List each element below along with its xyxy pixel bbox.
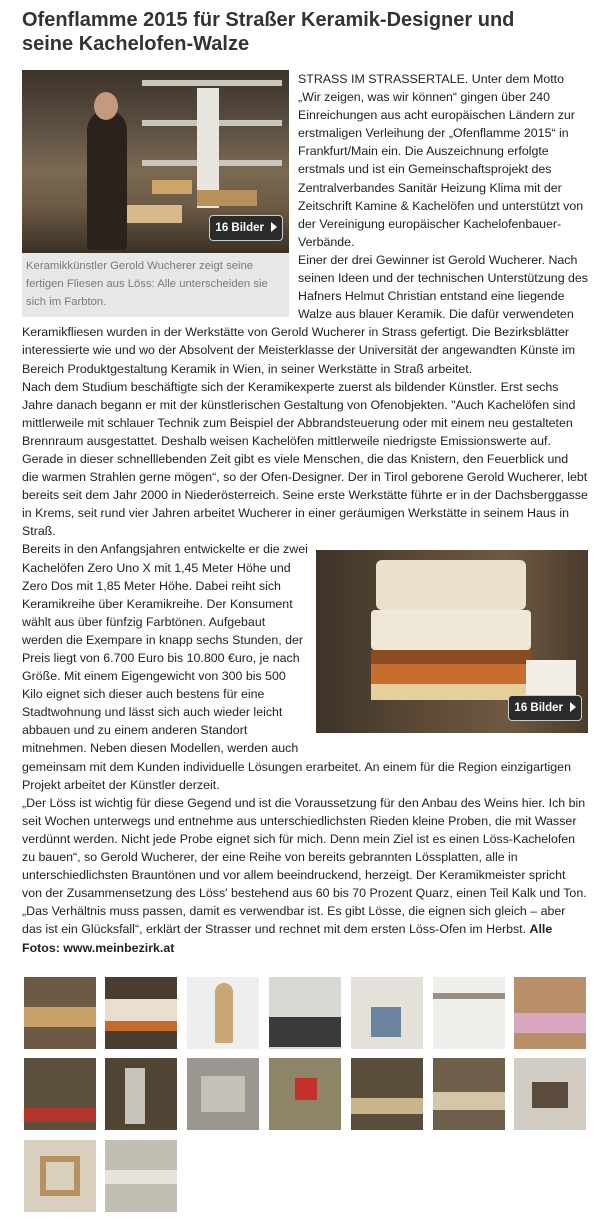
thumb-workshop-5[interactable] (433, 1058, 505, 1130)
paragraph-2: Einer der drei Gewinner ist Gerold Wucherer. Nach seinen Ideen und der technischen Unterstützung des Hafners Helmut Christian entstand eine liegende Walze aus blauer Keramik. Die dafür verwendeten Keramikfliesen wurden in der Werkstätte von Gerold Wucherer in Strass gefertigt. Die Bezirksblätter interessierte wie und wo der Absolvent der Meisterklasse der Universität der angewandten Künste im Bereich Produktgestaltung Keramik in Wien, in seiner Werkstätte in Straß arbeitet. (22, 252, 589, 376)
thumb-tile-sample[interactable] (187, 1058, 259, 1130)
thumb-workshop-4[interactable] (351, 1058, 423, 1130)
paragraph-1: STRASS IM STRASSERTALE. Unter dem Motto „Wir zeigen, was wir können“ gingen über 240 Einreichungen aus acht europäischen Ländern zur erstmaligen Verleihung der „Ofenflamme 2015“ in Frankfurt/Main ein. Die Auszeichnung erfolgte erstmals und ist ein Gemeinschaftsprojekt des Zentralverbandes Sanitär Heizung Klima mit der Zeitschrift Kamine & Kachelöfen und unterstützt von der Vereinigung europäischer Kachelofenbauer-Verbände. (298, 72, 584, 249)
thumb-tile-oven[interactable] (269, 1058, 341, 1130)
photo-caption: Keramikkünstler Gerold Wucherer zeigt seine fertigen Fliesen aus Löss: Alle unterscheiden sie sich im Farbton. (26, 260, 268, 308)
thumb-exhibition[interactable] (351, 977, 423, 1049)
photo-credit: Alle Fotos: www.meinbezirk.at (22, 922, 553, 955)
thumb-award-ceremony[interactable] (269, 977, 341, 1049)
thumb-tiles-table[interactable] (514, 1058, 586, 1130)
photo-workshop[interactable] (22, 70, 289, 253)
gallery-button-2[interactable]: 16 Bilder (508, 695, 582, 721)
paragraph-4: Bereits in den Anfangsjahren entwickelte er die zwei Kachelöfen Zero Uno X mit 1,45 Meter Höhe und Zero Dos mit 1,85 Meter Höhe. Dabei reiht sich Keramikreihe über Keramikreihe. Der Konsument wählt aus über fünfzig Farbtönen. Aufgebaut werden die Exempare in knapp sechs Stunden, der Preis liegt von 6.700 Euro bis 10.800 €uro, je nach Größe. Mit einem Eigengewicht von 300 bis 500 Kilo eignet sich dieser auch bestens für eine Stadtwohnung und lässt sich auch wieder leicht abbauen und zu einem anderen Standort mitnehmen. Neben diesen Modellen, werden auch gemeinsam mit dem Kunden individuelle Lösungen erarbeitet. An einem für die Region einzigartigen Projekt arbeitet der Künstler derzeit. (22, 542, 571, 792)
paragraph-3: Nach dem Studium beschäftigte sich der Keramikexperte zuerst als bildender Künstler. Erst sechs Jahre danach begann er mit der künstlerischen Gestaltung von Ofenobjekten. "Auch Kachelöfen sind mittlerweile mit schlauer Technik zum Beispiel der Abbrandsteuerung oder mit einem neu gestalteten Brennraum ausgestattet. Deshalb weisen Kachelöfen mittlerweile niedrigste Emissionswerte auf. Gerade in dieser schnelllebenden Zeit gibt es viele Menschen, die das Knistern, den Feuerblick und die warmen Strahlen gerne mögen“, so der Ofen-Designer. Der in Tirol geborene Gerold Wucherer, lebt bereits seit dem Jahr 2000 in Niederösterreich. Seine erste Werkstätte führte er in der Dachsberggasse in Krems, seit rund vier Jahren arbeitet Wucherer in einer geräumigen Werkstätte in seinem Haus in Straß. (22, 379, 588, 539)
title-line-2: seine Kachelofen-Walze (22, 33, 250, 55)
article-title (22, 8, 588, 56)
thumb-workshop-1[interactable] (24, 977, 96, 1049)
article-body (22, 70, 588, 957)
gallery-button-1[interactable]: 16 Bilder (209, 215, 283, 241)
title-line-1: Ofenflamme 2015 für Straßer Keramik-Designer und (22, 9, 515, 31)
article-page (22, 8, 588, 957)
play-arrow-icon (570, 702, 576, 712)
thumb-flame-award[interactable] (187, 977, 259, 1049)
thumb-tile-frame[interactable] (24, 1140, 96, 1212)
play-arrow-icon (271, 222, 277, 232)
thumb-workshop-3[interactable] (105, 1058, 177, 1130)
thumb-workshop-6[interactable] (105, 1140, 177, 1212)
thumb-tiles-stripes[interactable] (514, 977, 586, 1049)
photo-oven-walze[interactable] (316, 550, 588, 733)
thumb-design-preis[interactable] (433, 977, 505, 1049)
paragraph-5: „Der Löss ist wichtig für diese Gegend und ist die Voraussetzung für den Anbau des Weins hier. Ich bin seit Wochen unterwegs und entnehme aus unterschiedlichsten Rieden kleine Proben, die mit Wasser verdünnt werden. Nicht jede Probe eignet sich für mich. Denn mein Ziel ist es einen Löss-Kachelofen zu bauen“, so Gerold Wucherer, der eine Reihe von bereits gebrannten Lössplatten, alle in unterschiedlichsten Brauntönen und vor allem beeindruckend, herzeigt. Der Keramikmeister spricht von der Zusammensetzung des Löss' bestehend aus 60 bis 70 Prozent Quarz, einen Teil Kalk und Ton. „Das Verhältnis muss passen, damit es verwendbar ist. Es gibt Lösse, die eignen sich gleich – aber das ist ein Glücksfall“, erklärt der Strasser und rechnet mit dem ersten Löss-Ofen im Herbst. Alle Fotos: www.meinbezirk.at (22, 795, 587, 955)
thumb-oven-walze[interactable] (105, 977, 177, 1049)
thumb-workshop-2[interactable] (24, 1058, 96, 1130)
figure-1 (22, 70, 289, 317)
